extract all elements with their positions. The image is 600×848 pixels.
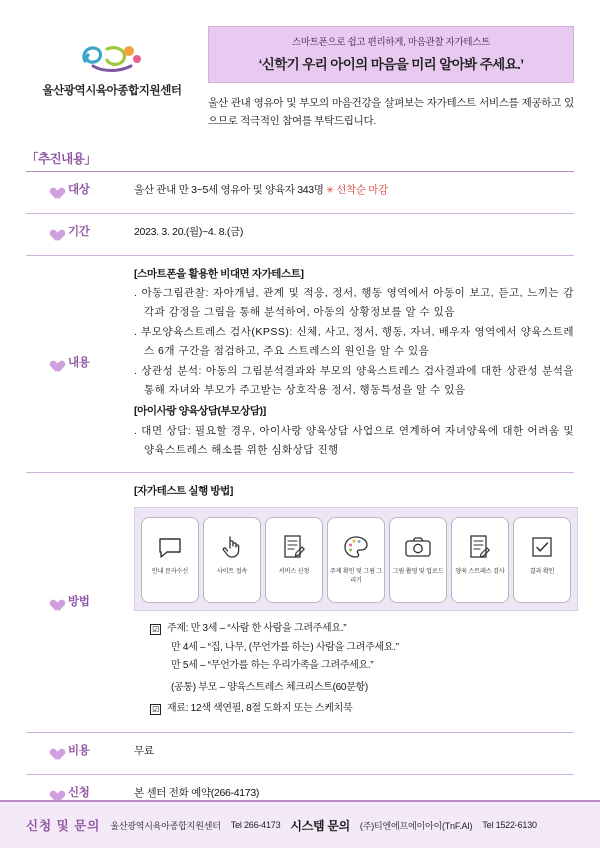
checklist-item [150, 700, 578, 719]
target-text: 울산 관내 만 3~5세 영유아 및 양육자 343명 [134, 183, 324, 196]
row-label-text: 대상 [68, 183, 90, 196]
row-content-target [134, 181, 574, 200]
heart-icon [48, 594, 61, 607]
method-checklist [134, 620, 578, 719]
row-label-target [26, 181, 134, 197]
row-content-apply: 본 센터 전화 예약(266-4173) [134, 786, 260, 799]
document-pen-icon [282, 530, 306, 564]
content-item: . 부모양육스트레스 검사(KPSS): 신체, 사고, 정서, 행동, 자녀, 배우자 영역에서 양육스트레스 6개 구간을 점검하고, 주요 스트레스의 원인을 알 수 있음 [134, 326, 574, 358]
heart-icon [48, 224, 61, 237]
row-content-section [26, 256, 574, 469]
checklist-sub-text: 만 4세 – “집, 나무, (무언가를 하는) 사람을 그려주세요.” [171, 641, 399, 653]
row-target [26, 172, 574, 209]
banner-subtitle: 스마트폰으로 쉽고 편리하게, 마음관찰 자가테스트 [291, 37, 491, 48]
row-label-text: 방법 [68, 595, 90, 608]
method-step-caption: 그림 촬영 및 업로드 [392, 568, 444, 576]
method-steps-strip [134, 507, 578, 611]
method-step-caption: 서비스 신청 [278, 568, 310, 576]
row-content-cost: 무료 [134, 744, 154, 757]
speech-bubble-icon [157, 530, 183, 564]
row-label-cost [26, 742, 134, 758]
center-logo-icon [26, 38, 198, 76]
checkbox-checked-icon: ☑ [150, 624, 161, 635]
method-step-2 [203, 517, 261, 603]
method-step-7 [513, 517, 571, 603]
method-step-1 [141, 517, 199, 603]
row-cost [26, 733, 574, 770]
content-item: . 대면 상담: 필요할 경우, 아이사랑 양육상담 사업으로 연계하여 자녀양육에 대한 어려움 및 양육스트레스 해소를 위한 심화상담 진행 [134, 424, 574, 456]
row-method [26, 473, 574, 727]
target-note: 선착순 마감 [336, 183, 388, 196]
row-label-text: 비용 [68, 744, 90, 757]
row-label-text: 내용 [68, 356, 90, 369]
heart-icon [48, 355, 61, 368]
check-square-icon [530, 530, 554, 564]
checklist-main-text: 주제: 만 3세 – “사람 한 사람을 그려주세요.” [167, 623, 347, 635]
row-label-text: 기간 [68, 225, 90, 238]
heart-icon [48, 182, 61, 195]
banner-title: ‘신학기 우리 아이의 마음을 미리 알아봐 주세요.’ [258, 57, 524, 72]
banner-description: 울산 관내 영유아 및 부모의 마음건강을 살펴보는 자가테스트 서비스를 제공하고 있으므로 적극적인 참여를 부탁드립니다. [208, 97, 574, 128]
method-step-6 [451, 517, 509, 603]
asterisk-icon: ✳ [326, 184, 334, 195]
row-label-text: 신청 [68, 786, 90, 799]
method-step-3 [265, 517, 323, 603]
content-body [134, 265, 574, 460]
checklist-sub-text: (공통) 부모 – 양육스트레스 체크리스트(60문항) [171, 681, 368, 693]
method-step-caption: 주제 확인 및 그림 그리기 [329, 568, 383, 585]
organization-name: 울산광역시육아종합지원센터 [42, 85, 182, 97]
method-step-caption: 사이트 접속 [216, 568, 248, 576]
method-step-caption: 결과 확인 [529, 568, 555, 576]
banner [208, 26, 574, 83]
method-step-5 [389, 517, 447, 603]
footer-system-tel: Tel 1522-6130 [482, 820, 537, 830]
heart-icon [48, 743, 61, 756]
row-label-method [26, 593, 134, 609]
row-label-period [26, 223, 134, 239]
document-header [26, 22, 574, 131]
footer-label: 신청 및 문의 [26, 819, 101, 833]
method-step-4 [327, 517, 385, 603]
header-right [208, 22, 574, 131]
footer-system-org: (주)티엔에프에이아이(TnF.AI) [359, 820, 473, 831]
content-head-1: [스마트폰을 활용한 비대면 자가테스트] [134, 267, 304, 280]
hand-tap-icon [219, 530, 245, 564]
brand-block [26, 22, 198, 98]
section-title: 「추진내용」 [26, 151, 97, 166]
camera-icon [404, 530, 432, 564]
heart-icon [48, 785, 61, 798]
method-box-title: [자가테스트 실행 방법] [134, 485, 233, 498]
method-step-caption: 양육 스트레스 검사 [455, 568, 505, 576]
row-label-apply [26, 784, 134, 800]
content-item: . 상관성 분석: 아동의 그림분석결과와 부모의 양육스트레스 검사결과에 대한 상관성 분석을 통해 자녀와 부모가 주고받는 상호작용 정서, 행동특성을 알 수 있음 [134, 364, 574, 396]
row-content-period: 2023. 3. 20.(월)~4. 8.(금) [134, 225, 244, 238]
palette-icon [343, 530, 369, 564]
checklist-main-text: 재료: 12색 색연필, 8절 도화지 또는 스케치북 [167, 703, 353, 715]
row-period [26, 214, 574, 251]
checkbox-checked-icon: ☑ [150, 704, 161, 715]
checklist-sub-text: 만 5세 – “무언가를 하는 우리가족을 그려주세요.” [171, 660, 374, 672]
checklist-item [150, 620, 578, 639]
footer-tel: Tel 266-4173 [230, 820, 281, 830]
method-body [134, 482, 578, 718]
row-label-content [26, 354, 134, 370]
footer-org: 울산광역시육아종합지원센터 [110, 820, 221, 831]
document-footer [0, 800, 600, 848]
checklist-form-icon [468, 530, 492, 564]
content-head-2: [아이사랑 양육상담(부모상담)] [134, 404, 266, 417]
footer-system-label: 시스템 문의 [290, 818, 350, 833]
method-step-caption: 안내 문자수신 [151, 568, 189, 576]
content-item: . 아동그림관찰: 자아개념, 관계 및 적응, 정서, 행동 영역에서 아동이 보고, 듣고, 느끼는 감각과 감정을 그림을 통해 분석하여, 아동의 상황정보를 알 수 있음 [134, 287, 574, 319]
